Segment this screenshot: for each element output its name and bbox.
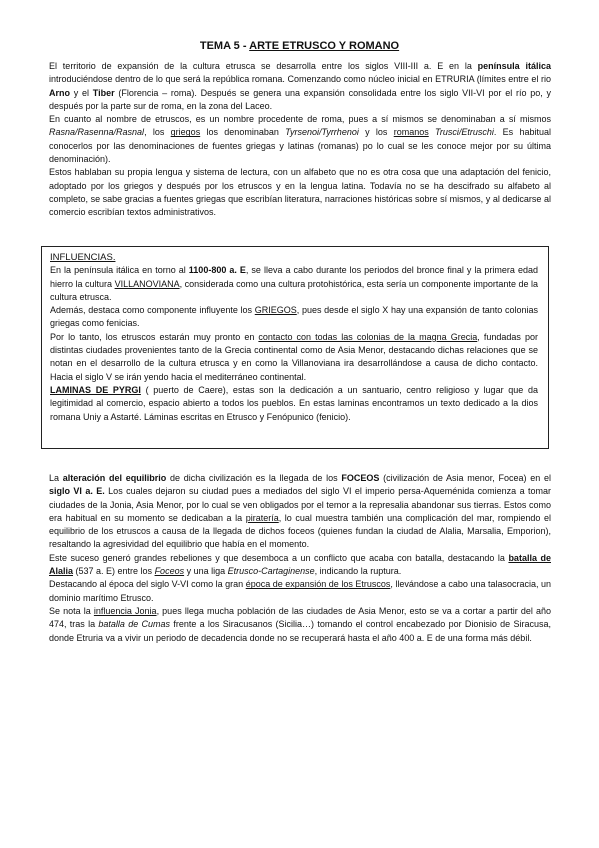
text-run: El territorio de expansión de la cultura etrusca se desarrolla entre los siglos VIII-III a. E en la: [49, 61, 478, 71]
bold-term: siglo VI a. E.: [49, 486, 105, 497]
text-run: La: [49, 473, 63, 483]
underlined-term: influencia Jonia: [93, 605, 157, 616]
bold-term: 1100-800 a. E: [188, 265, 246, 276]
text-run: , pues llega mucha población de las ciudades de Asia Menor, esto se va a cortar a partir del año 474, tras la: [49, 605, 552, 630]
text-run: , fundadas por distintas ciudades provenientes tanto de la Grecia continental como de Asia Menor, destacando dichas relaciones que se notan en el desarrollo de la cultura etrusca y en como la Villanoviana ira desarrollándose a causa de dicho contacto. Hacia el siglo V se irán yendo hacia el mediterráneo continental.: [50, 331, 539, 382]
lower-paragraph-4: [49, 605, 551, 645]
text-run: y los: [358, 127, 394, 138]
text-run: de dicha civilización es la llegada de los: [166, 473, 342, 483]
italic-term: Etrusco-Cartaginense: [227, 566, 315, 577]
underlined-term: piratería: [245, 512, 279, 523]
text-run: ( puerto de Caere), estas son la dedicación a un santuario, centro religioso y lugar que da legitimidad al comercio, espacio abierto a todos los pueblos. En estas laminas encontramos un texto dedicado a la dios romana Uniy a Astarté. Láminas escritas en Etrusco y Fenópunico (fenicio).: [50, 384, 538, 422]
lower-section: [49, 472, 551, 645]
underlined-term: contacto con todas las colonias de la magna Grecia: [258, 331, 478, 342]
text-run: Además, destaca como componente influyente los: [50, 305, 255, 316]
text-run: , llevándose a cabo una talasocracia, un dominio marítimo Etrusco.: [49, 579, 552, 603]
bold-term: Arno: [49, 87, 70, 98]
influences-paragraph-1: [50, 264, 538, 304]
influences-paragraph-2: [50, 304, 538, 331]
lower-paragraph-2: [49, 552, 551, 579]
intro-paragraph-2: [49, 113, 551, 166]
bold-term: Tiber: [92, 87, 115, 98]
text-run: frente a los Siracusanos (Sicilia…) tomando el control encabezado por Dionisio de Siracusa, donde Etruria va a vivir un periodo de decadencia donde no se recuperará hasta el año 400 a. E de una forma más débil.: [49, 619, 551, 643]
text-run: , pues desde el siglo X hay una expansión de tanto colonias griegas como fenicias.: [50, 305, 538, 329]
text-run: Se nota la: [49, 605, 94, 616]
text-run: introduciéndose dentro de lo que será la república romana. Comenzando como núcleo inicial en ETRURIA (límites entre el rio: [49, 74, 551, 85]
intro-paragraph-3: Estos hablaban su propia lengua y sistema de lectura, con un alfabeto que no es otra cosa que una adaptación del fenicio, adoptado por los griegos y después por los etruscos y en la lengua latina. Todavía no se ha descifrado su alfabeto al completo, se sabe gracias a fuentes griegas que escribían literatura, narraciones históricas sobre sí mismos, y al dedicarse al comercio escribían textos administrativos.: [49, 167, 551, 218]
bold-underlined-term: LAMINAS DE PYRGI: [50, 384, 141, 395]
underlined-term: romanos: [393, 127, 429, 138]
text-run: y una liga: [184, 566, 228, 577]
text-run: (civilización de Asia menor, Focea) en el: [379, 473, 552, 483]
text-run: En la península itálica en torno al: [50, 265, 189, 276]
influences-content: [50, 251, 538, 424]
underlined-term: VILLANOVIANA: [114, 278, 180, 289]
text-run: , se lleva a cabo durante los periodos del bronce final y la primera edad hierro la cultura: [50, 265, 538, 289]
title-main: ARTE ETRUSCO Y ROMANO: [249, 40, 400, 52]
title-prefix: TEMA 5 -: [199, 40, 250, 52]
influences-box: [41, 246, 549, 449]
text-run: Los cuales dejaron su ciudad pues a mediados del siglo VI el imperio persa-Aqueménida comienza a tomar ciudades de la Jonia, Asia Menor, por lo cual se ven obligados por el temor a la represalia abandonar sus tierras. Estos como era habitual en su momento se dedicaban a la: [49, 486, 552, 523]
intro-section: [49, 60, 551, 220]
underlined-term: época de expansión de los Etruscos: [245, 579, 391, 590]
text-run: y el: [70, 87, 93, 98]
text-run: (537 a. E) entre los: [73, 566, 155, 577]
text-run: Destacando al época del siglo V-VI como la gran: [49, 579, 246, 590]
lower-paragraph-1: [49, 472, 551, 552]
italic-underlined-term: Foceos: [154, 566, 185, 577]
bold-term: FOCEOS: [341, 473, 380, 483]
italic-term: Trusci/Etruschi: [428, 127, 494, 138]
text-run: (Florencia – roma). Después se genera una expansión consolidada entre los siglo VII-VI por el río po, y después por la parte sur de roma, en la zona del Laceo.: [49, 87, 551, 111]
bold-term: alteración del equilibrio: [62, 473, 167, 483]
influences-heading: INFLUENCIAS.: [50, 252, 116, 263]
text-run: , considerada como una cultura protohistórica, esta sería un componente importante de la cultura etrusca.: [50, 278, 538, 302]
text-run: , los: [144, 127, 171, 138]
intro-paragraph-1: [49, 60, 551, 113]
text-run: , indicando la ruptura.: [314, 566, 402, 577]
text-run: , lo cual muestra también una complicación del mar, rompiendo el equilibrio de los etruscos a causa de la llegada de dichos foceos (quienes fundan la ciudad de Alalia, Marsalia, Emporion), resaltando la agresividad del equilibrio que había en el momento.: [49, 512, 552, 550]
influences-paragraph-3: [50, 331, 538, 384]
text-run: Este suceso generó grandes rebeliones y que desemboca a un conflicto que acaba con batalla, destacando la: [49, 552, 509, 563]
influences-paragraph-4: [50, 384, 538, 424]
text-run: En cuanto al nombre de etruscos, es un nombre procedente de roma, pues a sí mismos se denominaban a sí mismos: [49, 114, 551, 125]
bold-term: península itálica: [477, 61, 551, 71]
underlined-term: griegos: [170, 127, 201, 138]
italic-term: Tyrsenoi/Tyrrhenoi: [285, 127, 359, 138]
underlined-term: GRIEGOS: [254, 305, 297, 316]
text-run: los denominaban: [200, 127, 286, 138]
italic-term: batalla de Cumas: [98, 619, 171, 630]
italic-term: Rasna/Rasenna/Rasnal: [49, 127, 145, 138]
lower-paragraph-3: [49, 578, 551, 605]
bold-underlined-term: batalla de Alalia: [49, 552, 551, 577]
text-run: . Es habitual conocerlos por las denominaciones de fuentes griegas y latinas (romanas) po lo cual se les conoce mejor por su última denominación).: [49, 127, 551, 165]
page-title: [0, 40, 599, 52]
text-run: Por lo tanto, los etruscos estarán muy pronto en: [50, 331, 259, 342]
